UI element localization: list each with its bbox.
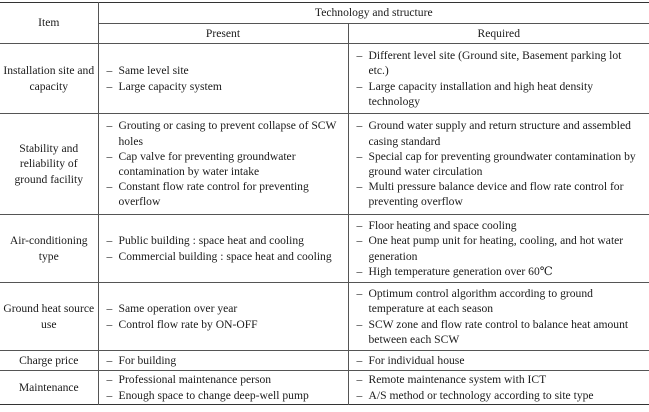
list-item: – For individual house <box>357 353 644 368</box>
list-item: – Ground water supply and return structure and assembled casing standard <box>357 118 644 148</box>
row-present <box>98 351 348 371</box>
list-item: – Same operation over year <box>107 301 342 316</box>
list-item: – Special cap for preventing groundwater contamination by ground water circulation <box>357 149 644 179</box>
row-required <box>348 371 649 405</box>
row-present <box>98 283 348 351</box>
row-present <box>98 114 348 215</box>
list-item: – Large capacity system <box>107 79 342 94</box>
row-present <box>98 371 348 405</box>
row-required <box>348 114 649 215</box>
list-item: – Floor heating and space cooling <box>357 218 644 233</box>
table-row <box>0 351 649 371</box>
table-row <box>0 114 649 215</box>
list-item: – Professional maintenance person <box>107 372 342 387</box>
list-item: – Commercial building : space heat and cooling <box>107 249 342 264</box>
row-present <box>98 44 348 114</box>
technology-table <box>0 2 649 405</box>
list-item: – Cap valve for preventing groundwater contamination by water intake <box>107 149 342 179</box>
row-item: Installation site and capacity <box>0 44 98 114</box>
row-item: Maintenance <box>0 371 98 405</box>
row-item: Air-conditioning type <box>0 215 98 283</box>
table-row <box>0 371 649 405</box>
list-item: – Different level site (Ground site, Basement parking lot etc.) <box>357 48 644 78</box>
row-item: Stability and reliability of ground facility <box>0 114 98 215</box>
list-item: – For building <box>107 353 342 368</box>
header-row-sub <box>0 24 649 44</box>
row-required <box>348 283 649 351</box>
row-required <box>348 351 649 371</box>
row-item: Ground heat source use <box>0 283 98 351</box>
list-item: – Grouting or casing to prevent collapse of SCW holes <box>107 118 342 148</box>
list-item: – Large capacity installation and high heat density technology <box>357 79 644 109</box>
list-item: – Remote maintenance system with ICT <box>357 372 644 387</box>
header-required: Required <box>348 24 649 44</box>
list-item: – SCW zone and flow rate control to balance heat amount between each SCW <box>357 317 644 347</box>
header-present: Present <box>98 24 348 44</box>
row-required <box>348 44 649 114</box>
table-row <box>0 44 649 114</box>
list-item: – High temperature generation over 60℃ <box>357 264 644 279</box>
table-row <box>0 283 649 351</box>
table-row <box>0 215 649 283</box>
list-item: – Multi pressure balance device and flow rate control for preventing overflow <box>357 179 644 209</box>
row-required <box>348 215 649 283</box>
list-item: – Enough space to change deep-well pump <box>107 388 342 403</box>
header-technology-structure: Technology and structure <box>314 6 433 20</box>
row-item: Charge price <box>0 351 98 371</box>
header-row-group <box>0 3 649 24</box>
header-item: Item <box>0 3 98 44</box>
list-item: – One heat pump unit for heating, cooling, and hot water generation <box>357 233 644 263</box>
list-item: – Control flow rate by ON-OFF <box>107 317 342 332</box>
row-present <box>98 215 348 283</box>
list-item: – A/S method or technology according to site type <box>357 388 644 403</box>
list-item: – Optimum control algorithm according to ground temperature at each season <box>357 286 644 316</box>
list-item: – Constant flow rate control for preventing overflow <box>107 179 342 209</box>
list-item: – Same level site <box>107 63 342 78</box>
list-item: – Public building : space heat and cooling <box>107 233 342 248</box>
